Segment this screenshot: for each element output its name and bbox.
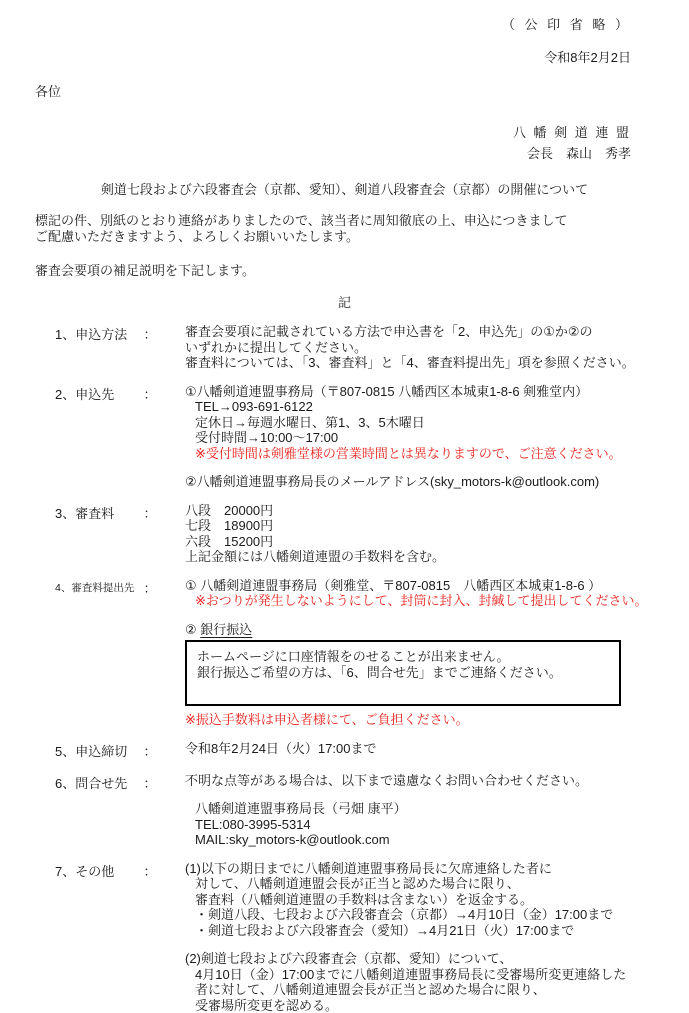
section-content: [157, 324, 689, 371]
note-line-red: ※受付時間は剣雅堂様の営業時間とは異なりますので、ご注意ください。: [185, 446, 689, 462]
section-label: 2、申込先: [55, 384, 143, 403]
document-date: 令和8年2月2日: [0, 47, 689, 66]
section-row: [55, 503, 689, 565]
line-gap: [185, 938, 689, 951]
line-gap: [185, 609, 689, 622]
section-line: ・剣道七段および六段審査会（愛知）→4月21日（火）17:00まで: [185, 923, 689, 939]
section-row: [55, 861, 689, 1013]
section-line: 定休日→毎週水曜日、第1、3、5木曜日: [185, 415, 689, 431]
section-line: ①八幡剣道連盟事務局（〒807-0815 八幡西区本城東1-8-6 剣雅堂内）: [185, 384, 689, 400]
section-line: (1)以下の期日までに八幡剣道連盟事務局長に欠席連絡した者に: [185, 861, 689, 877]
section-line: いずれかに提出してください。: [185, 340, 689, 356]
section-row: [55, 741, 689, 760]
intro-paragraph: [35, 213, 689, 245]
section-line: 審査料（八幡剣道連盟の手数料は含まない）を返金する。: [185, 892, 689, 908]
section-content: [157, 503, 689, 565]
section-line: ・剣道八段、七段および六段審査会（京都）→4月10日（金）17:00まで: [185, 907, 689, 923]
section-line: 審査料については、「3、審査料」と「4、審査料提出先」項を参照ください。: [185, 355, 689, 371]
section-row: [55, 578, 689, 728]
section-content: [157, 741, 689, 757]
section-label: 7、その他: [55, 861, 143, 880]
section-label: 3、審査料: [55, 503, 143, 522]
record-marker: 記: [0, 292, 689, 311]
section-line: MAIL:sky_motors-k@outlook.com: [185, 832, 689, 848]
section-label: 1、申込方法: [55, 324, 143, 343]
supplement-note: 審査会要項の補足説明を下記します。: [35, 260, 689, 279]
section-colon: ：: [143, 861, 157, 880]
box-line: 銀行振込ご希望の方は、「6、問合せ先」までご連絡ください。: [197, 665, 609, 681]
section-line: ②八幡剣道連盟事務局長のメールアドレス(sky_motors-k@outlook.com): [185, 474, 689, 490]
section-content: [157, 861, 689, 1013]
section-colon: ：: [143, 324, 157, 343]
sections-list: [0, 324, 689, 1013]
section-line: 受付時間→10:00～17:00: [185, 430, 689, 446]
section-line: 対して、八幡剣道連盟会長が正当と認めた場合に限り、: [185, 876, 689, 892]
section-line: 4月10日（金）17:00までに八幡剣道連盟事務局長に受審場所変更連絡した: [185, 967, 689, 983]
section-line: 者に対して、八幡剣道連盟会長が正当と認めた場合に限り、: [185, 982, 689, 998]
section-line: TEL:080-3995-5314: [185, 817, 689, 833]
section-line: [185, 622, 689, 638]
section-colon: ：: [143, 773, 157, 792]
section-content: [157, 773, 689, 848]
section-line: 受審場所変更を認める。: [185, 998, 689, 1013]
section-row: [55, 324, 689, 371]
document-title: 剣道七段および六段審査会（京都、愛知）、剣道八段審査会（京都）の開催について: [0, 179, 689, 198]
underlined-text: 銀行振込: [200, 622, 252, 637]
section-content: [157, 384, 689, 490]
section-content: [157, 578, 689, 728]
section-label: 6、問合せ先: [55, 773, 143, 792]
line-prefix: ②: [185, 622, 200, 637]
section-colon: ：: [143, 578, 157, 597]
intro-line: ご配慮いただきますよう、よろしくお願いいたします。: [35, 229, 689, 245]
section-line: 六段 15200円: [185, 534, 689, 550]
bank-transfer-info-box: [185, 640, 621, 706]
section-label: 5、申込締切: [55, 741, 143, 760]
addressee: 各位: [35, 81, 689, 100]
section-line: 令和8年2月24日（火）17:00まで: [185, 741, 689, 757]
box-line: ホームページに口座情報をのせることが出来ません。: [197, 649, 609, 665]
organization-president: 会長 森山 秀孝: [0, 143, 689, 162]
seal-omitted-note: （ 公 印 省 略 ）: [0, 14, 689, 33]
section-line: (2)剣道七段および六段審査会（京都、愛知）について、: [185, 951, 689, 967]
section-label: 4、審査料提出先: [55, 578, 143, 595]
line-gap: [185, 788, 689, 801]
section-row: [55, 384, 689, 490]
section-colon: ：: [143, 384, 157, 403]
section-line: 七段 18900円: [185, 518, 689, 534]
section-line: 八幡剣道連盟事務局長（弓畑 康平）: [185, 801, 689, 817]
section-row: [55, 773, 689, 848]
section-colon: ：: [143, 741, 157, 760]
section-line: TEL→093-691-6122: [185, 399, 689, 415]
line-gap: [185, 461, 689, 474]
section-line: ① 八幡剣道連盟事務局（剣雅堂、〒807-0815 八幡西区本城東1-8-6 ）: [185, 578, 689, 594]
note-line-red: ※おつりが発生しないようにして、封筒に封入、封緘して提出してください。: [185, 593, 689, 609]
section-line: 審査会要項に記載されている方法で申込書を「2、申込先」の①か②の: [185, 324, 689, 340]
organization-name: 八 幡 剣 道 連 盟: [0, 122, 689, 141]
note-line-red: ※振込手数料は申込者様にて、ご負担ください。: [185, 712, 689, 728]
section-line: 不明な点等がある場合は、以下まで遠慮なくお問い合わせください。: [185, 773, 689, 789]
section-line: 八段 20000円: [185, 503, 689, 519]
section-line: 上記金額には八幡剣道連盟の手数料を含む。: [185, 549, 689, 565]
section-colon: ：: [143, 503, 157, 522]
intro-line: 標記の件、別紙のとおり連絡がありましたので、該当者に周知徹底の上、申込につきまして: [35, 213, 689, 229]
